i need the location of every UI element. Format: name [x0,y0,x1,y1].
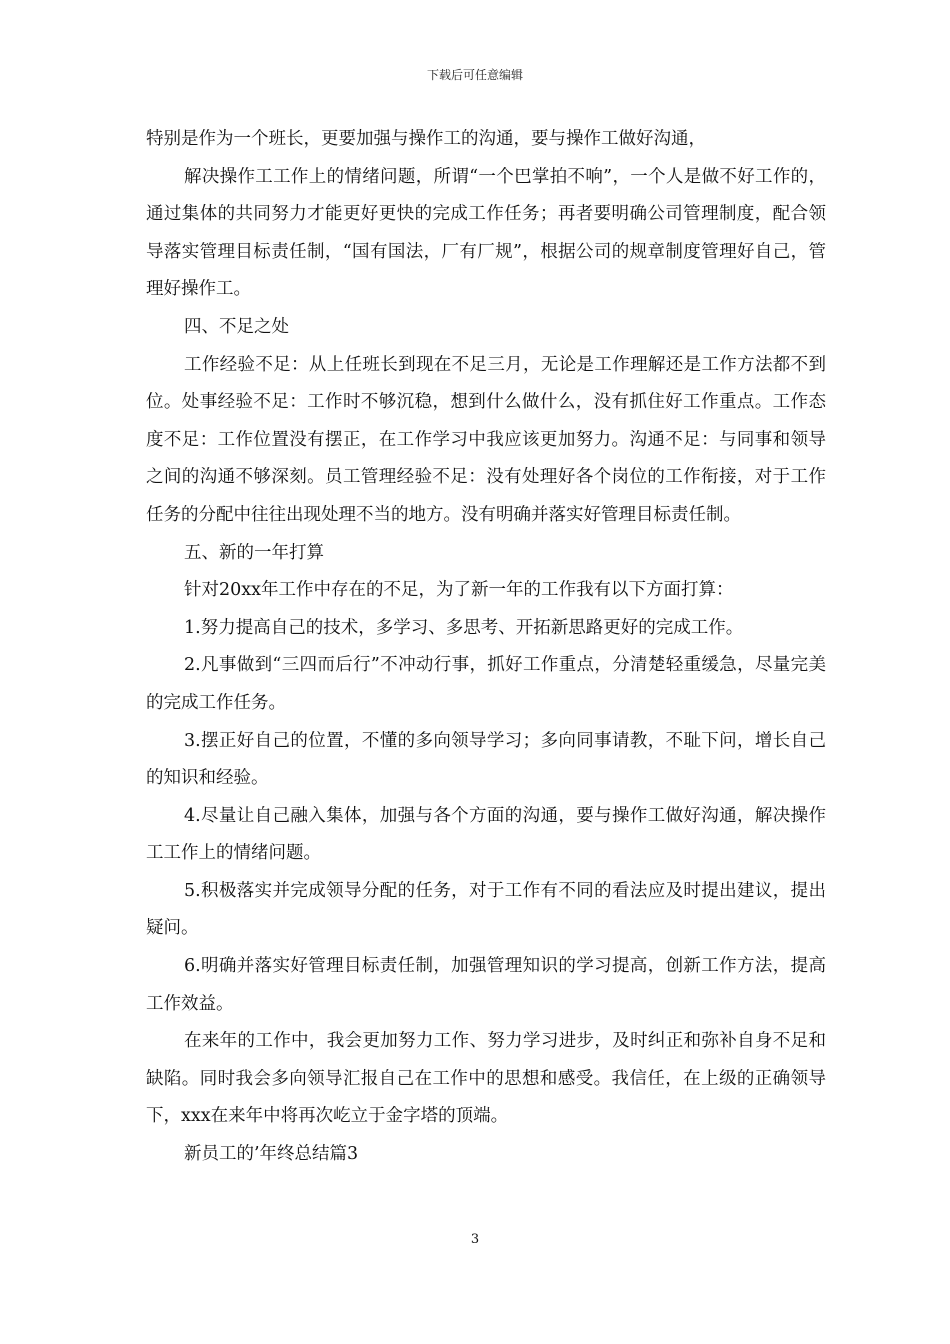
paragraph: 针对20xx年工作中存在的不足，为了新一年的工作我有以下方面打算： [184,580,734,601]
paragraph: 工作经验不足：从上任班长到现在不足三月，无论是工作理解还是工作方法都不到位。处事经验不足：工作时不够沉稳，想到什么做什么，没有抓住好工作重点。工作态度不足：工作位置没有摆正，在工作学习中我应该更加努力。沟通不足：与同事和领导之间的沟通不够深刻。员工管理经验不足：没有处理好各个岗位的工作衔接，对于工作任务的分配中往往出现处理不当的地方。没有明确并落实好管理目标责任制。 [146,354,826,525]
page-header: 下载后可任意编辑 [426,68,523,82]
list-item: 2.凡事做到“三四而后行”不冲动行事，抓好工作重点，分清楚轻重缓急，尽量完美的完成工作任务。 [146,655,826,713]
list-item: 5.积极落实并完成领导分配的任务，对于工作有不同的看法应及时提出建议，提出疑问。 [146,880,826,939]
list-item: 4.尽量让自己融入集体，加强与各个方面的沟通，要与操作工做好沟通，解决操作工工作上的情绪问题。 [146,805,826,864]
section-heading: 四、不足之处 [184,316,289,337]
document-body [146,121,826,1174]
paragraph: 解决操作工工作上的情绪问题，所谓“一个巴掌拍不响”，一个人是做不好工作的，通过集体的共同努力才能更好更快的完成工作任务；再者要明确公司管理制度，配合领导落实管理目标责任制，“国有国法，厂有厂规”，根据公司的规章制度管理好自己，管理好操作工。 [146,166,826,300]
list-item: 6.明确并落实好管理目标责任制，加强管理知识的学习提高，创新工作方法，提高工作效益。 [146,956,826,1014]
page-number: 3 [470,1232,480,1247]
paragraph: 特别是作为一个班长，更要加强与操作工的沟通，要与操作工做好沟通， [146,129,706,149]
article-title: 新员工的’年终总结篇3 [184,1144,359,1165]
list-item: 1.努力提高自己的技术，多学习、多思考、开拓新思路更好的完成工作。 [184,617,744,638]
paragraph: 在来年的工作中，我会更加努力工作、努力学习进步，及时纠正和弥补自身不足和缺陷。同时我会多向领导汇报自己在工作中的思想和感受。我信任，在上级的正确领导下，xxx在来年中将再次屹立于金字塔的顶端。 [146,1031,826,1127]
section-heading: 五、新的一年打算 [184,542,324,563]
list-item: 3.摆正好自己的位置，不懂的多向领导学习；多向同事请教，不耻下问，增长自己的知识和经验。 [146,730,826,789]
